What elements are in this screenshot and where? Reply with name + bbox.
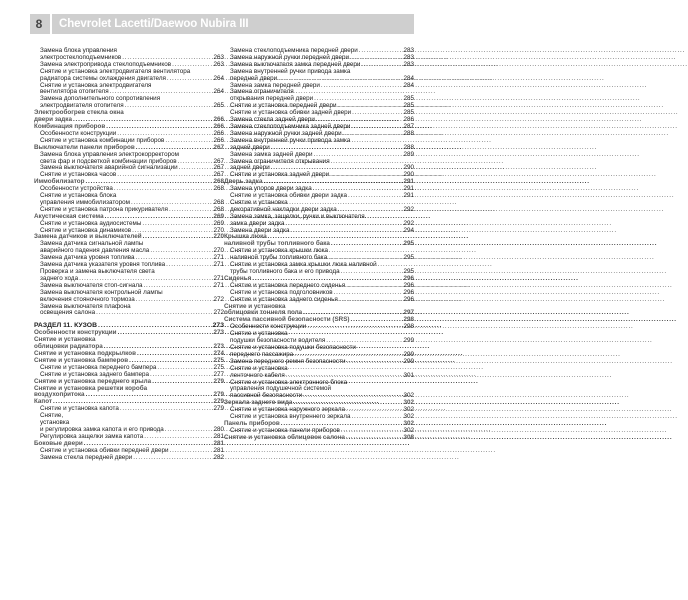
toc-entry-title: управления иммобилизатором <box>40 198 130 206</box>
toc-entry-title: двери задка <box>34 116 72 124</box>
toc-entry-page: 281 <box>213 446 224 454</box>
toc-entry-title: Замена наружной ручки задней двери <box>230 129 342 137</box>
toc-entry-title: задней двери <box>230 164 270 172</box>
toc-entry-page: 268 <box>213 178 224 186</box>
toc-entry-page: 268 <box>213 198 224 206</box>
toc-entry-page: 279 <box>213 377 224 385</box>
toc-entry-title: Особенности конструкции <box>230 323 307 331</box>
toc-entry-page: 266 <box>213 116 224 124</box>
toc-entry-title: передней двери <box>230 74 278 82</box>
toc-entry-title: Замена выключателя аварийной сигнализации <box>40 164 178 172</box>
toc-entry-page: 285 <box>403 102 414 110</box>
page-header <box>30 14 414 34</box>
toc-entry-title: электродвигателя отопителя <box>40 102 124 110</box>
toc-entry-title: Иммобилизатор <box>34 178 85 186</box>
toc-entry-page: 296 <box>403 295 414 303</box>
toc-entry-title: Снятие и установка переднего сиденья <box>230 281 346 289</box>
toc-entry-title: заднего хода <box>40 274 79 282</box>
toc-entry-page: 275 <box>213 363 224 371</box>
toc-entry-page: 295 <box>403 240 414 248</box>
toc-entry-page: 301 <box>403 371 414 379</box>
toc-entry-title: освещения салона <box>40 309 96 317</box>
toc-entry <box>34 310 224 317</box>
toc-entry-page: 266 <box>213 122 224 130</box>
toc-entry-page: 281 <box>213 432 224 440</box>
toc-entry-page: 287 <box>403 122 414 130</box>
toc-entry-title: Замена датчика указателя уровня топлива <box>40 261 166 269</box>
toc-entry-title: Замена выключателя стоп-сигнала <box>40 281 143 289</box>
toc-entry-title: Снятие и установка переднего крыла <box>34 377 152 385</box>
toc-entry-title: Замена датчика уровня топлива <box>40 254 135 262</box>
toc-entry-page: 267 <box>213 143 224 151</box>
toc-entry-title: Регулировка защелки замка капота <box>40 432 144 440</box>
toc-entry-page: 302 <box>403 413 414 421</box>
toc-entry-page: 284 <box>403 81 414 89</box>
toc-entry-title: открывания передней двери <box>230 95 314 103</box>
toc-entry-page: 292 <box>403 205 414 213</box>
toc-entry-title: Снятие и установка <box>230 364 288 372</box>
toc-entry-page: 269 <box>213 219 224 227</box>
toc-entry-title: Снятие и установка капота <box>40 405 119 413</box>
leader-dots <box>339 297 403 304</box>
toc-entry-title: аварийного падения давления масла <box>40 247 150 255</box>
toc-entry-title: Замена переднего ремня безопасности <box>230 357 346 365</box>
toc-entry-page: 270 <box>213 226 224 234</box>
toc-entry-page: 288 <box>403 143 414 151</box>
toc-entry-page: 273 <box>213 329 224 337</box>
toc-entry-title: Снятие и установка аудиосистемы <box>40 219 142 227</box>
toc-entry-title: вентилятора отопителя <box>40 88 109 96</box>
toc-entry-page: 265 <box>213 102 224 110</box>
toc-entry-title: Замена выключателя контрольной лампы <box>40 288 163 296</box>
toc-entry-title: Снятие и установка наружного зеркала <box>230 406 345 414</box>
toc-entry-title: Особенности конструкции <box>34 329 117 337</box>
toc-entry-page: 277 <box>213 370 224 378</box>
toc-entry-title: облицовки тоннеля пола <box>224 309 303 317</box>
toc-entry-page: 290 <box>403 171 414 179</box>
toc-entry-title: Снятие и установка переднего бампера <box>40 363 157 371</box>
toc-entry-page: 299 <box>403 350 414 358</box>
toc-entry-title: Сиденья <box>224 274 252 282</box>
toc-entry-title: Замена стекла передней двери <box>40 453 133 461</box>
toc-entry-title: Замена стеклоподъемника передней двери <box>230 47 358 54</box>
toc-entry-page: 290 <box>403 164 414 172</box>
toc-entry-title: Замена датчика сигнальной лампы <box>40 240 144 248</box>
toc-entry-page: 282 <box>213 453 224 461</box>
toc-entry-page: 266 <box>213 129 224 137</box>
toc-entry-page: 271 <box>213 274 224 282</box>
toc-entry-page: 270 <box>213 247 224 255</box>
toc-entry-page: 266 <box>213 136 224 144</box>
toc-entry-title: переднего пассажира <box>230 350 294 358</box>
leader-dots <box>118 330 213 337</box>
toc-entry-title: Снятие, <box>40 412 64 420</box>
toc-entry-title: Снятие и установка крышки люка <box>230 247 329 255</box>
toc-entry-page: 296 <box>403 281 414 289</box>
toc-entry-title: Проверка и замена выключателя света <box>40 268 155 275</box>
toc-entry-page: 267 <box>213 171 224 179</box>
toc-entry-page: 295 <box>403 268 414 275</box>
toc-entry-title: Снятие и установка блока <box>40 192 117 200</box>
leader-dots <box>143 234 213 241</box>
leader-dots <box>125 103 213 110</box>
toc-entry-title: Замена замка передней двери <box>230 81 320 89</box>
toc-entry-title: Замена блока управления электрокорректором <box>40 150 179 158</box>
toc-entry-title: ленточного кабеля <box>230 371 285 379</box>
toc-entry-title: трубы топливного бака и его привода <box>230 268 340 275</box>
toc-entry-page: 289 <box>403 150 414 158</box>
toc-entry-title: Снятие и установка обивки двери задка <box>230 192 348 200</box>
toc-entry-title: Снятие и установка комбинации приборов <box>40 136 165 144</box>
toc-entry-title: Снятие и установка патрона прикуривателя <box>40 205 168 213</box>
leader-dots <box>96 310 212 317</box>
toc-entry-title: Панель приборов <box>224 419 280 427</box>
toc-entry-title: Замена упоров двери задка <box>230 185 312 193</box>
toc-entry-title: Снятие и установка облицовок салона <box>224 433 346 441</box>
leader-dots <box>321 83 403 90</box>
toc-entry-page: 264 <box>213 88 224 96</box>
toc-entry-page: 283 <box>403 47 414 54</box>
toc-entry-page: 295 <box>403 254 414 262</box>
toc-entry-page: 283 <box>403 60 414 68</box>
page-number: 8 <box>35 17 43 31</box>
toc-entry-page: 271 <box>213 254 224 262</box>
toc-entry-page: 273 <box>212 322 224 330</box>
toc-entry-title: РАЗДЕЛ 11. КУЗОВ <box>34 322 98 330</box>
toc-entry-title: Особенности устройства <box>40 185 113 193</box>
toc-entry-page: 284 <box>403 74 414 82</box>
toc-entry-title: Снятие и установка заднего бампера <box>40 370 150 378</box>
header-divider <box>50 14 52 34</box>
toc-entry-page: 283 <box>403 53 414 61</box>
toc-entry-title: воздухопритока <box>34 391 85 399</box>
toc-entry-page: 263 <box>213 60 224 68</box>
toc-entry <box>34 455 224 462</box>
toc-entry-page: 291 <box>403 178 414 186</box>
leader-dots <box>133 455 212 462</box>
toc-entry-title: Зеркала заднего вида <box>224 399 293 407</box>
toc-entry-title: замка двери задка <box>230 219 285 227</box>
toc-entry-page: 299 <box>403 357 414 365</box>
leader-dots <box>120 406 213 413</box>
toc-entry-page: 268 <box>213 185 224 193</box>
toc-entry-title: наливной трубы топливного бака <box>224 240 330 248</box>
running-title: Chevrolet Lacetti/Daewoo Nubira III <box>59 18 249 30</box>
toc-entry-page: 272 <box>213 309 224 317</box>
toc-entry-title: Электрообогрев стекла окна <box>34 109 124 117</box>
toc-entry-page: 273 <box>213 343 224 351</box>
leader-dots <box>346 435 402 442</box>
toc-entry-title: Боковые двери <box>34 439 83 447</box>
leader-dots <box>346 359 402 366</box>
toc-entry-title: Снятие и установка передней двери <box>230 102 337 110</box>
toc-entry-title: Снятие и установка решетки короба <box>34 384 148 392</box>
toc-entry-title: подушки безопасности водителя <box>230 337 326 345</box>
toc-entry-page: 291 <box>403 192 414 200</box>
toc-entry-title: Замена датчиков и выключателей <box>34 233 142 241</box>
toc-entry-title: Снятие и установка электронного блока <box>230 378 348 386</box>
toc-entry-title: Снятие и установка подкрылков <box>34 349 136 357</box>
toc-entry-page: 298 <box>403 316 414 324</box>
toc-entry-page: 296 <box>403 274 414 282</box>
toc-entry-title: Дверь задка <box>224 178 263 186</box>
toc-entry-page: 294 <box>403 226 414 234</box>
toc-entry-title: облицовки радиатора <box>34 343 103 351</box>
toc-entry-page: 291 <box>403 185 414 193</box>
toc-entry-title: Снятие и установка <box>34 336 96 344</box>
toc-entry-title: Снятие и установка часов <box>40 171 117 179</box>
toc-entry-title: включения стояночного тормоза <box>40 295 135 303</box>
toc-entry-title: Комбинация приборов <box>34 122 106 130</box>
toc-entry-title: Снятие и установка замка крышки люка наливной <box>230 261 377 269</box>
toc-entry-title: Замена стеклоподъемника задней двери <box>230 122 351 130</box>
toc-entry-title: Снятие и установка <box>224 302 286 310</box>
leader-dots <box>291 228 403 235</box>
toc-entry-page: 263 <box>213 53 224 61</box>
toc-entry-title: Снятие и установка обивки передней двери <box>40 446 169 454</box>
toc-entry-page: 302 <box>403 399 414 407</box>
toc-entry-title: Выключатели панели приборов <box>34 143 135 151</box>
toc-entry-page: 274 <box>213 349 224 357</box>
toc-entry-page: 297 <box>403 309 414 317</box>
toc-entry <box>224 435 414 442</box>
toc-entry-title: Замена внутренней ручки привода замка <box>230 67 351 75</box>
toc-entry-page: 296 <box>403 288 414 296</box>
toc-entry-title: декоративной накладки двери задка <box>230 205 337 213</box>
toc-entry-title: Снятие и установка <box>230 330 288 338</box>
toc-entry-title: Акустическая система <box>34 212 104 220</box>
toc-entry-title: Снятие и установка панели приборов <box>230 426 340 434</box>
toc-entry-title: радиатора системы охлаждения двигателя <box>40 74 166 82</box>
toc-column-right <box>224 48 414 442</box>
toc-entry-title: Снятие и установка бамперов <box>34 356 129 364</box>
toc-entry-title: управления подушечной системой <box>230 385 332 393</box>
toc-entry-title: Снятие и установка подголовников <box>230 288 333 296</box>
toc-entry-page: 298 <box>403 323 414 331</box>
toc-entry-title: Крышка люка <box>224 233 267 241</box>
toc-entry-page: 272 <box>213 295 224 303</box>
leader-dots <box>307 324 402 331</box>
toc-entry-title: Замена замка, защелки, ручки и выключателя <box>230 212 365 220</box>
toc-entry-page: 285 <box>403 95 414 103</box>
leader-dots <box>343 131 403 138</box>
toc-entry-title: Капот <box>34 398 52 406</box>
leader-dots <box>166 262 212 269</box>
toc-entry-title: Снятие и установка задней двери <box>230 171 330 179</box>
leader-dots <box>361 62 402 69</box>
toc-entry-page: 285 <box>403 109 414 117</box>
toc-entry-page: 270 <box>213 233 224 241</box>
toc-entry-title: Замена выключателя замка передней двери <box>230 60 361 68</box>
toc-entry-page: 271 <box>213 281 224 289</box>
toc-entry-title: Замена выключателя плафона <box>40 302 131 310</box>
toc-entry-title: и регулировка замка капота и его привода <box>40 425 164 433</box>
leader-dots <box>152 379 212 386</box>
toc-entry-title: Снятие и установка электродвигателя вентилятора <box>40 67 191 75</box>
toc-entry-title: Снятие и установка <box>230 198 288 206</box>
toc-entry-page: 275 <box>213 356 224 364</box>
toc-entry-page: 308 <box>403 433 414 441</box>
toc-entry-page: 267 <box>213 164 224 172</box>
toc-entry-title: Особенности конструкции <box>40 129 117 137</box>
toc-entry-title: Снятие и установка внутреннего зеркала <box>230 413 351 421</box>
toc-entry-page: 264 <box>213 74 224 82</box>
toc-entry-title: Замена двери задка <box>230 226 290 234</box>
leader-dots <box>114 186 213 193</box>
toc-entry-title: Снятие и установка подушки безопасности <box>230 343 356 351</box>
toc-entry-title: пассивной безопасности <box>230 392 303 400</box>
toc-entry-page: 292 <box>403 219 414 227</box>
toc-entry-title: наливной трубы топливного бака <box>230 254 328 262</box>
leader-dots <box>167 76 213 83</box>
toc-entry-page: 281 <box>213 439 224 447</box>
toc-column-left <box>34 48 224 461</box>
toc-entry-title: Замена ограничителя открывания <box>230 157 330 165</box>
toc-entry-page: 271 <box>213 261 224 269</box>
toc-entry-page: 302 <box>403 392 414 400</box>
leader-dots <box>136 297 213 304</box>
toc-entry-title: Замена ограничителя <box>230 88 294 96</box>
toc-entry-page: 280 <box>213 425 224 433</box>
toc-entry-title: Снятие и установка динамиков <box>40 226 132 234</box>
toc-entry-page: 302 <box>403 419 414 427</box>
leader-dots <box>331 241 403 248</box>
toc-entry-title: электростеклоподъемников <box>40 53 122 61</box>
toc-entry-title: Снятие и установка электродвигателя <box>40 81 152 89</box>
toc-entry-title: Замена дополнительного сопротивления <box>40 95 161 103</box>
toc-entry-title: Замена наружной ручки передней двери <box>230 53 350 61</box>
toc-entry-page: 269 <box>213 212 224 220</box>
toc-entry-title: света фар и подсветкой комбинации приборов <box>40 157 177 165</box>
toc-entry-page: 302 <box>403 426 414 434</box>
toc-entry-title: Замена замка задней двери <box>230 150 313 158</box>
toc-entry-page: 267 <box>213 157 224 165</box>
toc-entry-title: Замена блока управления <box>40 47 117 54</box>
toc-entry-page: 268 <box>213 205 224 213</box>
toc-entry-page: 288 <box>403 129 414 137</box>
toc-entry-title: Снятие и установка заднего сиденья <box>230 295 338 303</box>
toc-entry-title: установка <box>40 419 70 427</box>
toc-entry-title: Замена стекла задней двери <box>230 116 315 124</box>
toc-entry-page: 286 <box>403 116 414 124</box>
toc-entry-title: Замена внутренней ручки привода замка <box>230 136 351 144</box>
toc-entry-title: Система пассивной безопасности (SRS) <box>224 316 350 324</box>
toc-entry-page: 279 <box>213 391 224 399</box>
toc-entry-page: 279 <box>213 405 224 413</box>
toc-entry-title: задней двери <box>230 143 270 151</box>
toc-entry-page: 279 <box>213 398 224 406</box>
toc-entry-title: Снятие и установка обивки задней двери <box>230 109 352 117</box>
leader-dots <box>348 193 402 200</box>
toc-entry-title: Замена электропривода стеклоподъемников <box>40 60 172 68</box>
toc-entry-page: 299 <box>403 337 414 345</box>
toc-entry-page: 302 <box>403 406 414 414</box>
